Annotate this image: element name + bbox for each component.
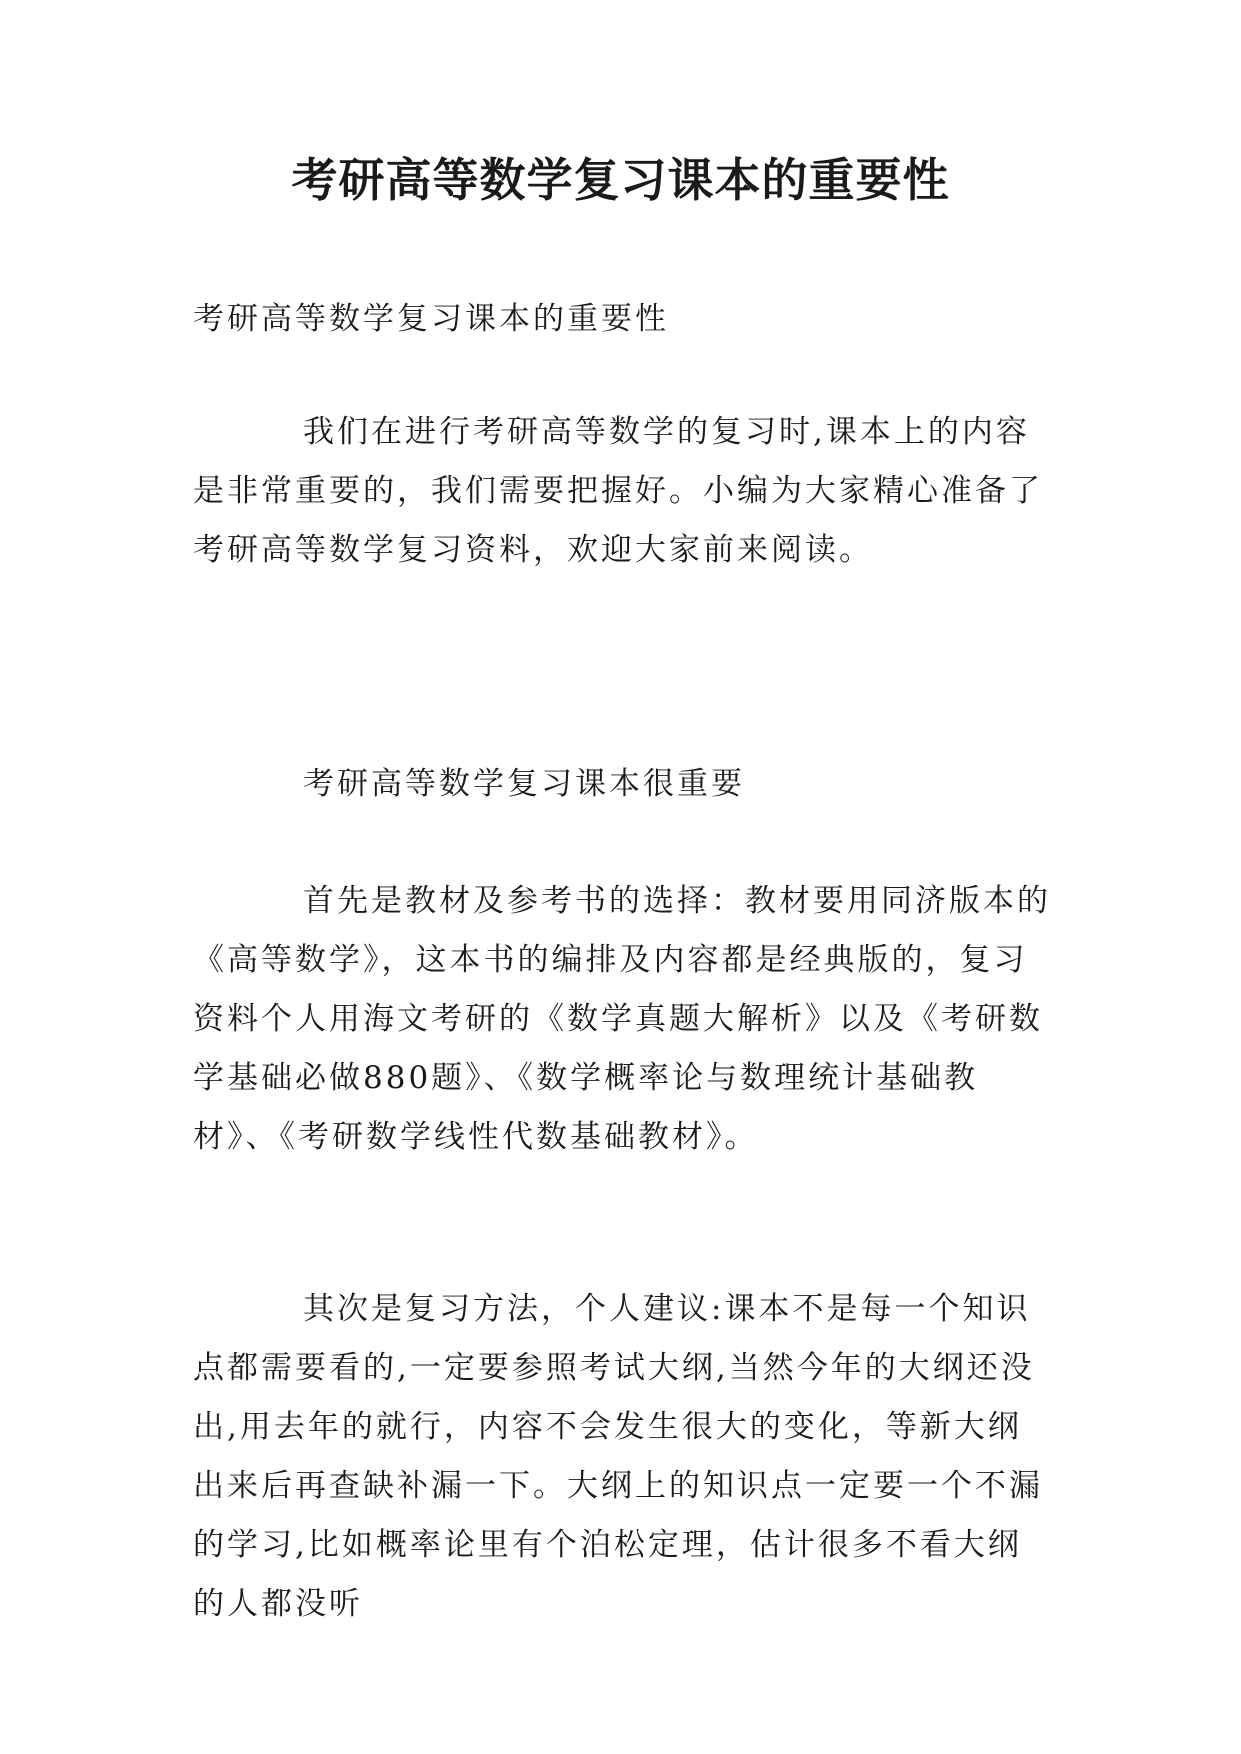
section-heading: 考研高等数学复习课本很重要 [303, 766, 745, 802]
intro-paragraph: 我们在进行考研高等数学的复习时,课本上的内容是非常重要的，我们需要把握好。小编为大家精心准备了考研高等数学复习资料，欢迎大家前来阅读。 [193, 414, 1043, 568]
document-title: 考研高等数学复习课本的重要性 [291, 153, 950, 207]
method-paragraph: 其次是复习方法，个人建议:课本不是每一个知识点都需要看的,一定要参照考试大纲,当然今年的大纲还没出,用去年的就行，内容不会发生很大的变化，等新大纲出来后再查缺补漏一下。大纲上的知识点一定要一个不漏的学习,比如概率论里有个泊松定理，估计很多不看大纲的人都没听 [193, 1291, 1043, 1622]
textbook-paragraph: 首先是教材及参考书的选择：教材要用同济版本的《高等数学》，这本书的编排及内容都是经典版的，复习资料个人用海文考研的《数学真题大解析》以及《考研数学基础必做880题》、《数学概率论与数理统计基础教材》、《考研数学线性代数基础教材》。 [193, 883, 1051, 1155]
subtitle-paragraph: 考研高等数学复习课本的重要性 [193, 301, 669, 337]
